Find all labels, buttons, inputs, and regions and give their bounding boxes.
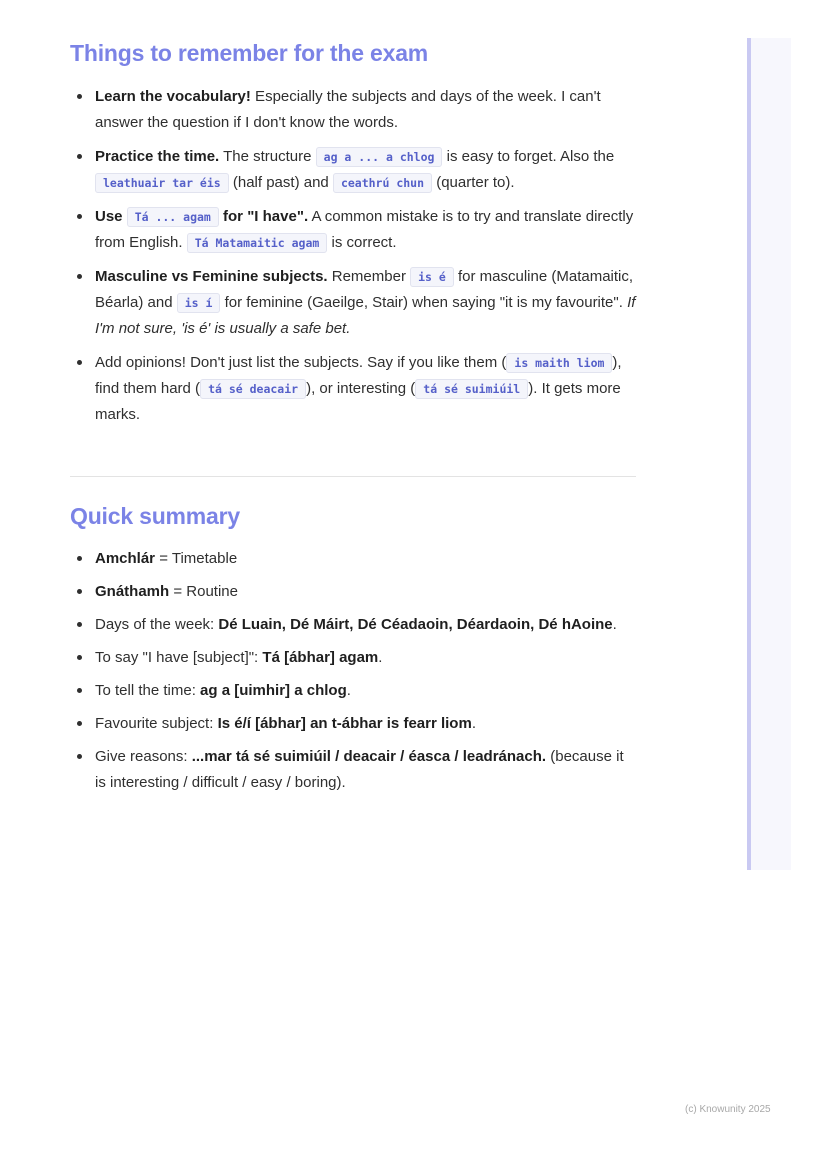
list-item	[70, 264, 636, 342]
list-item	[70, 678, 636, 704]
list-item	[70, 744, 636, 796]
item-bold: Masculine vs Feminine subjects.	[95, 268, 328, 285]
section-divider	[70, 476, 636, 477]
item-bold: Tá [ábhar] agam	[262, 649, 379, 666]
item-bold: Practice the time.	[95, 148, 220, 165]
inline-code: ag a ... a chlog	[316, 147, 443, 167]
item-text: .	[378, 649, 383, 666]
item-text: Favourite subject:	[95, 715, 218, 732]
inline-code: is í	[177, 293, 221, 313]
inline-code: is é	[410, 267, 454, 287]
item-text: Remember	[327, 268, 411, 285]
list-item	[70, 144, 636, 196]
item-bold: Learn the vocabulary!	[95, 88, 251, 105]
copyright-footer: (c) Knowunity 2025	[685, 1104, 771, 1115]
item-text: Days of the week:	[95, 616, 219, 633]
item-text: = Timetable	[155, 550, 238, 567]
exam-tips-list	[70, 84, 636, 436]
inline-code: Tá ... agam	[127, 207, 219, 227]
item-text: Add opinions! Don't just list the subjects. Say if you like them (	[95, 354, 507, 371]
item-text: = Routine	[169, 583, 238, 600]
list-item	[70, 84, 636, 136]
item-bold: Amchlár	[95, 550, 156, 567]
item-text: Especially the subjects and days of the week. I can't answer the question if I don't know the words.	[95, 88, 601, 131]
section-heading-summary: Quick summary	[70, 503, 240, 529]
inline-code: Tá Matamaitic agam	[187, 233, 328, 253]
item-text: (because it is interesting / difficult / easy / boring).	[95, 748, 624, 791]
list-item	[70, 204, 636, 256]
item-bold: ag a [uimhir] a chlog	[200, 682, 347, 699]
item-text: To tell the time:	[95, 682, 201, 699]
side-panel	[747, 38, 791, 870]
item-text: .	[346, 682, 351, 699]
item-bold: Is é/í [ábhar] an t-ábhar is fearr liom	[217, 715, 472, 732]
item-bold: Gnáthamh	[95, 583, 170, 600]
item-text: (half past) and	[228, 174, 333, 191]
item-text: ), or interesting (	[306, 380, 416, 397]
list-item	[70, 645, 636, 671]
item-bold: Use	[95, 208, 127, 225]
inline-code: tá sé deacair	[200, 379, 306, 399]
item-bold: ...mar tá sé suimiúil / deacair / éasca / leadránach.	[191, 748, 547, 765]
item-text: A common mistake is to try and translate directly from English.	[95, 208, 634, 251]
item-italic: If I'm not sure, 'is é' is usually a safe bet.	[95, 294, 636, 337]
item-bold: for "I have".	[218, 208, 309, 225]
item-text: Give reasons:	[95, 748, 192, 765]
inline-code: leathuair tar éis	[95, 173, 229, 193]
list-item	[70, 579, 636, 605]
item-text: for feminine (Gaeilge, Stair) when saying "it is my favourite".	[220, 294, 628, 311]
inline-code: is maith liom	[506, 353, 612, 373]
list-item	[70, 350, 636, 428]
item-text: (quarter to).	[432, 174, 515, 191]
item-text: .	[471, 715, 476, 732]
list-item	[70, 546, 636, 572]
summary-list	[70, 546, 636, 803]
item-text: is easy to forget. Also the	[442, 148, 615, 165]
item-text: The structure	[219, 148, 316, 165]
inline-code: ceathrú chun	[333, 173, 432, 193]
section-heading-exam-tips: Things to remember for the exam	[70, 40, 429, 66]
list-item	[70, 612, 636, 638]
item-bold: Dé Luain, Dé Máirt, Dé Céadaoin, Déardaoin, Dé hAoine	[218, 616, 613, 633]
list-item	[70, 711, 636, 737]
item-text: is correct.	[327, 234, 397, 251]
inline-code: tá sé suimiúil	[415, 379, 528, 399]
item-text: To say "I have [subject]":	[95, 649, 263, 666]
item-text: .	[612, 616, 617, 633]
item-text: for masculine (Matamaitic, Béarla) and	[95, 268, 634, 311]
item-text: ), find them hard (	[95, 354, 622, 397]
item-text: ). It gets more marks.	[95, 380, 621, 423]
